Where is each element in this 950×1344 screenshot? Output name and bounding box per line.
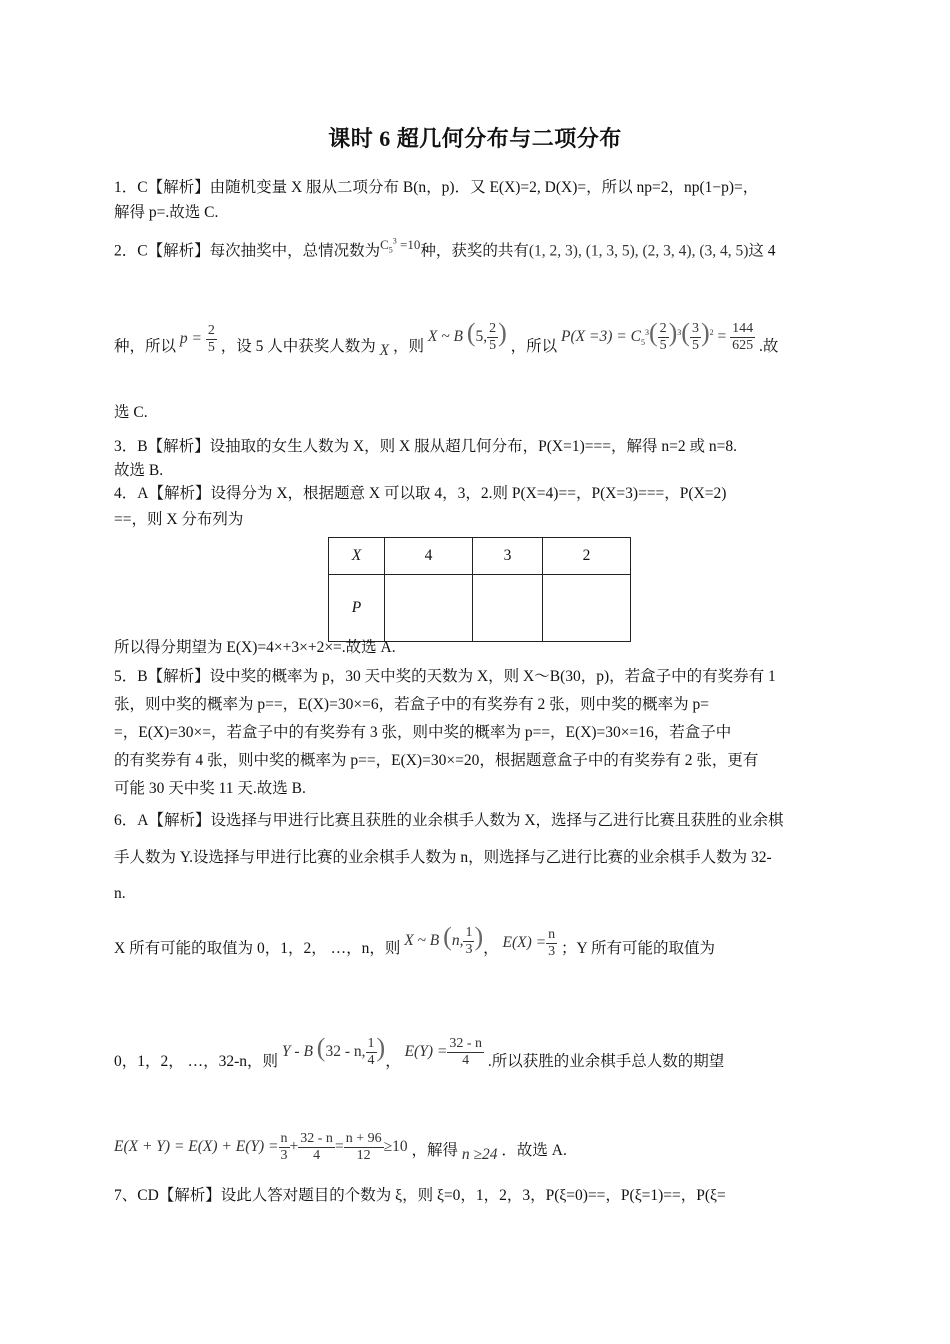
q1-line-2: 解得 p=.故选 C.	[114, 204, 219, 221]
q2-text-c: 这 4	[748, 242, 776, 260]
table-row	[329, 575, 631, 642]
q2-text-a: 2．C【解析】每次抽奖中，总情况数为	[114, 242, 381, 260]
q2-frac-p: $\frac{2}{5}$	[207, 323, 215, 356]
q6-total-expectation: E(X + Y) = E(X) + E(Y) = $\frac{n}{3}$ + $\frac{32 - n}{4}$ = $\frac{n + 96}{12}$ ≥10	[114, 1130, 408, 1163]
q5-line-3: =，E(X)=30×=，若盒子中的有奖券有 3 张，则中奖的概率为 p==，E(X)=30×=16，若盒子中	[114, 724, 732, 741]
table-cell	[385, 575, 473, 642]
table-row	[329, 538, 631, 575]
q6-ey: E(Y) = $\frac{32 - n}{4}$	[404, 1035, 482, 1068]
q5-line-2: 张，则中奖的概率为 p==，E(X)=30×=6，若盒子中的有奖券有 2 张，则中奖的概率为 p=	[114, 696, 709, 713]
q2-binom: X ~ B (5, $\frac{2}{5}$ )	[427, 318, 507, 354]
page-title: 课时 6 超几何分布与二项分布	[328, 126, 622, 151]
q5-line-4: 的有奖券有 4 张，则中奖的概率为 p==，E(X)=30×=20，根据题意盒子中的有奖券有 2 张，更有	[114, 752, 759, 769]
q5-line-5: 可能 30 天中奖 11 天.故选 B.	[114, 780, 306, 797]
q2-line-2: 种，所以 p = $\frac{2}{5}$ ，设 5 人中获奖人数为 X ，则 X ~ B (5, $\frac{2}{5}$ ) ，所以 $P(X =3) = C_5^3$( $\frac{2}{5}$ )$^3$( $\frac{3}{5}$ )$^2$ = $\frac{144}{625}$ .故	[114, 318, 779, 360]
table-cell: 2	[543, 538, 631, 575]
q2-line-3: 选 C.	[114, 404, 148, 421]
table-cell	[473, 575, 543, 642]
q2-c53: C53 =10	[380, 237, 421, 255]
q6-ex: E(X) = $\frac{n}{3}$	[502, 926, 556, 959]
table-cell: 3	[473, 538, 543, 575]
distribution-table	[328, 537, 631, 642]
table-cell: P	[329, 575, 385, 642]
table-cell	[543, 575, 631, 642]
q4-line-2: ==，则 X 分布列为	[114, 511, 244, 528]
q3-line-2: 故选 B.	[114, 462, 164, 479]
q2-line-1	[114, 238, 838, 267]
q6-line-2: 手人数为 Y.设选择与甲进行比赛的业余棋手人数为 n，则选择与乙进行比赛的业余棋手人数为 32-	[114, 849, 772, 866]
q3-line-1: 3．B【解析】设抽取的女生人数为 X，则 X 服从超几何分布，P(X=1)===，解得 n=2 或 n=8.	[114, 438, 737, 455]
q5-line-1: 5．B【解析】设中奖的概率为 p，30 天中奖的天数为 X，则 X～B(30，p)，若盒子中的有奖券有 1	[114, 668, 776, 685]
q6-line-5: 0，1，2， …，32-n，则 Y - B (32 - n, $\frac{1}{4}$ )， E(Y) = $\frac{32 - n}{4}$ .所以获胜的业余棋手总人数的期望	[114, 1033, 725, 1070]
q6-line-1: 6．A【解析】设选择与甲进行比赛且获胜的业余棋手人数为 X，选择与乙进行比赛且获胜的业余棋	[114, 812, 784, 829]
q7-line-1: 7、CD【解析】设此人答对题目的个数为 ξ，则 ξ=0，1，2，3，P(ξ=0)==，P(ξ=1)==，P(ξ=	[114, 1187, 726, 1204]
q6-line-3: n.	[114, 885, 126, 902]
q6-line-4: X 所有可能的取值为 0，1，2， …，n，则 X ~ B (n, $\frac{1}{3}$ )， E(X) = $\frac{n}{3}$ ；Y 所有可能的取值为	[114, 922, 715, 959]
q2-prob: $P(X =3) = C_5^3$( $\frac{2}{5}$ )$^3$( $\frac{3}{5}$ )$^2$ = $\frac{144}{625}$	[561, 318, 754, 354]
q6-line-6: E(X + Y) = E(X) + E(Y) = $\frac{n}{3}$ + $\frac{32 - n}{4}$ = $\frac{n + 96}{12}$ ≥10 ，解得 n ≥24 ．故选 A.	[114, 1130, 567, 1163]
q6-binom-x: X ~ B (n, $\frac{1}{3}$ )	[404, 922, 484, 957]
table-cell: 4	[385, 538, 473, 575]
q4-line-3: 所以得分期望为 E(X)=4×+3×+2×=.故选 A.	[114, 639, 396, 656]
q1-line-1: 1．C【解析】由随机变量 X 服从二项分布 B(n，p)．又 E(X)=2, D(X)=，所以 np=2，np(1−p)=，	[114, 179, 759, 196]
q4-line-1: 4．A【解析】设得分为 X，根据题意 X 可以取 4，3，2.则 P(X=4)==，P(X=3)===，P(X=2)	[114, 485, 727, 502]
table-cell: X	[329, 538, 385, 575]
q2-sets: (1, 2, 3), (1, 3, 5), (2, 3, 4), (3, 4, 5)	[528, 242, 749, 260]
q2-text-b: 种，获奖的共有	[420, 242, 529, 260]
q6-binom-y: Y - B (32 - n, $\frac{1}{4}$ )	[281, 1033, 386, 1068]
